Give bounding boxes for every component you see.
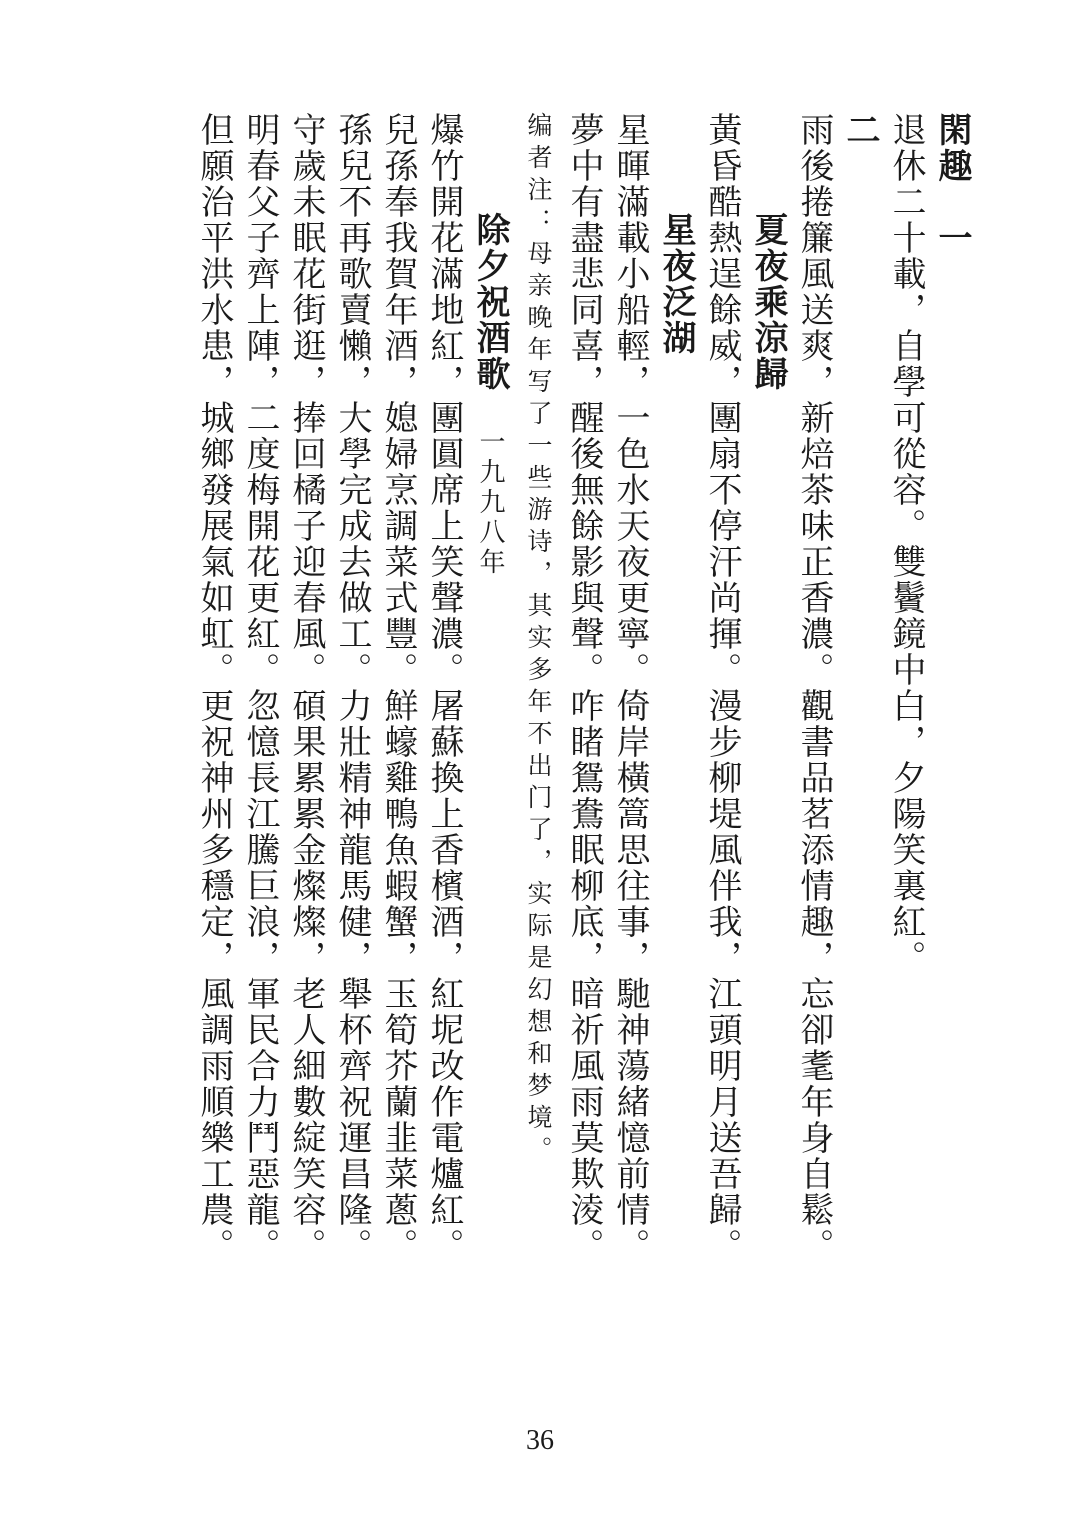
poem-section-number-two: 二: [840, 112, 880, 148]
poem-line: 守歲未眠花街逛，捧回橘子迎春風。碩果累累金燦燦，老人細數綻笑容。: [286, 112, 326, 1264]
poem-line: 明春父子齊上陣，二度梅開花更紅。忽憶長江騰巨浪，軍民合力鬥惡龍。: [240, 112, 280, 1264]
poem-title-text: 閑趣: [932, 112, 972, 184]
editor-note: 编者注：母亲晚年写了一些游诗，其实多年不出门了，实际是幻想和梦境。: [524, 112, 553, 1168]
poem-line: 爆竹開花滿地紅，團圓席上笑聲濃。屠蘇換上香檳酒，紅坭改作電爐紅。: [424, 112, 464, 1264]
poem-line: 黃昏酷熱逞餘威，團扇不停汗尚揮。漫步柳堤風伴我，江頭明月送吾歸。: [702, 112, 742, 1264]
page-number: 36: [526, 1425, 554, 1456]
poem-date: 一九九八年: [475, 428, 505, 578]
poem-line: 兒孫奉我賀年酒，媳婦烹調菜式豐。鮮蠔雞鴨魚蝦蟹，玉筍芥蘭韭菜蔥。: [378, 112, 418, 1264]
poem-line: 孫兒不再歌賣懶，大學完成去做工。力壯精神龍馬健，舉杯齊祝運昌隆。: [332, 112, 372, 1264]
poem-line: 退休二十載，自學可從容。雙鬢鏡中白，夕陽笑裏紅。: [886, 112, 926, 976]
poem-title-new-year-toast: [470, 212, 510, 578]
poem-title-xianqu: [932, 112, 972, 256]
poem-section-number: 一: [932, 220, 972, 256]
poem-line: 但願治平洪水患，城鄉發展氣如虹。更祝神州多穩定，風調雨順樂工農。: [194, 112, 234, 1264]
poem-title-text: 除夕祝酒歌: [470, 212, 510, 392]
poem-title-summer-night: 夏夜乘涼歸: [748, 212, 788, 392]
poem-line: 雨後捲簾風送爽，新焙茶味正香濃。觀書品茗添情趣，忘卻耄年身自鬆。: [794, 112, 834, 1264]
poem-line: 夢中有盡悲同喜，醒後無餘影與聲。咋睹鴛鴦眠柳底，暗祈風雨莫欺淩。: [564, 112, 604, 1264]
poem-title-starry-lake: 星夜泛湖: [656, 212, 696, 356]
poem-line: 星暉滿載小船輕，一色水天夜更寧。倚岸橫篙思往事，馳神蕩緒憶前情。: [610, 112, 650, 1264]
